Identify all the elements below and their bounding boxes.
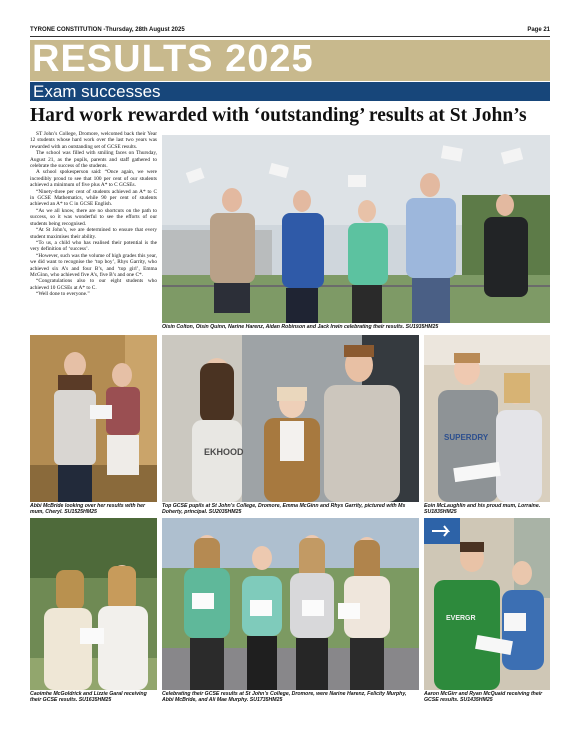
- header-rule: [30, 36, 550, 37]
- abbi-caption: Abbi McBride looking over her results with her mum, Cheryl. SU1525HM25: [30, 503, 146, 516]
- paragraph: “Congratulations also to our eight students who achieved 10 GCSEs at A* to C.: [30, 278, 157, 291]
- publication-date: TYRONE CONSTITUTION -Thursday, 28th August 2025: [30, 27, 185, 33]
- top-pupils-photo: [162, 335, 419, 502]
- article-headline: Hard work rewarded with ‘outstanding’ results at St John’s: [30, 105, 527, 126]
- paragraph: “Ninety-three per cent of students achieved an A* to C in GCSE Mathematics, while 90 per cent of students achieved an A* to C in GCSE English.: [30, 188, 157, 208]
- section-banner: [30, 40, 550, 81]
- page-number: Page 21: [527, 27, 550, 33]
- hoodie-text: SUPERDRY: [444, 433, 489, 442]
- paragraph: ST John’s College, Dromore, welcomed back their Year 12 students whose hard work over the last two years was rewarded with an outstanding set of GCSE results.: [30, 131, 157, 150]
- paragraph: The school was filled with smiling faces on Thursday, August 21, as the pupils, parents and staff gathered to celebrate the success of the students.: [30, 150, 157, 170]
- caoimhe-caption: Caoimhe McGoldrick and Lizzie Garal receiving their GCSE results. SU1635HM25: [30, 691, 147, 704]
- main-photo-caption: Oisin Colton, Oisin Quinn, Narine Harenz, Aidan Robinson and Jack Irwin celebrating their results. SU1935HM25: [162, 324, 439, 330]
- abbi-photo: [30, 335, 157, 502]
- aaron-caption: Aaron McGirr and Ryan McQuaid receiving their GCSE results. SU1435HM25: [424, 691, 543, 704]
- top-pupils-caption: Top GCSE pupils at St John’s College, Dromore, Emma McGinn and Rhys Garrity, pictured with Ms Doherty, principal. SU2035HM25: [162, 503, 406, 516]
- paragraph: A school spokesperson said: “Once again, we were incredibly proud to see that 100 per cent of our students achieved a minimum of five plus A* to C GCSEs.: [30, 169, 157, 189]
- eoin-photo: [424, 335, 550, 502]
- main-photo: [162, 135, 550, 323]
- paragraph: “However, such was the volume of high grades this year, we did want to recognise the ‘top boy’, Rhys Garrity, who achieved six A’s and four B’s, and ‘top girl’, Emma McGinn, who achieved five A’s, five B’s and one C*.: [30, 252, 157, 278]
- aaron-photo: [424, 518, 550, 690]
- jersey-text: EVERGR: [446, 615, 476, 622]
- eoin-caption: Eoin McLaughlin and his proud mum, Lorraine. SU1835HM25: [424, 503, 541, 516]
- paragraph: “As we all know, there are no shortcuts on the path to success, so it was wonderful to see the efforts of our students being recognised.: [30, 207, 157, 227]
- sweater-text: EKHOOD: [204, 447, 244, 457]
- paragraph: “At St John’s, we are determined to ensure that every student maximises their ability.: [30, 227, 157, 240]
- group-photo: [162, 518, 419, 690]
- article-body: [30, 131, 157, 298]
- section-title: RESULTS 2025: [32, 40, 314, 80]
- page-header: [30, 26, 550, 36]
- paragraph: “Well done to everyone.”: [36, 291, 90, 298]
- caoimhe-photo: [30, 518, 157, 690]
- section-strap: [30, 82, 550, 101]
- group-caption: Celebrating their GCSE results at St John’s College, Dromore, were Narine Harenz, Felicity Murphy, Abbi McBride, and Ali Mae Murphy. SU1735HM25: [162, 691, 407, 704]
- strap-title: Exam successes: [33, 82, 161, 101]
- paragraph: “To us, a child who has realised their potential is the very definition of ‘success’.: [30, 239, 157, 253]
